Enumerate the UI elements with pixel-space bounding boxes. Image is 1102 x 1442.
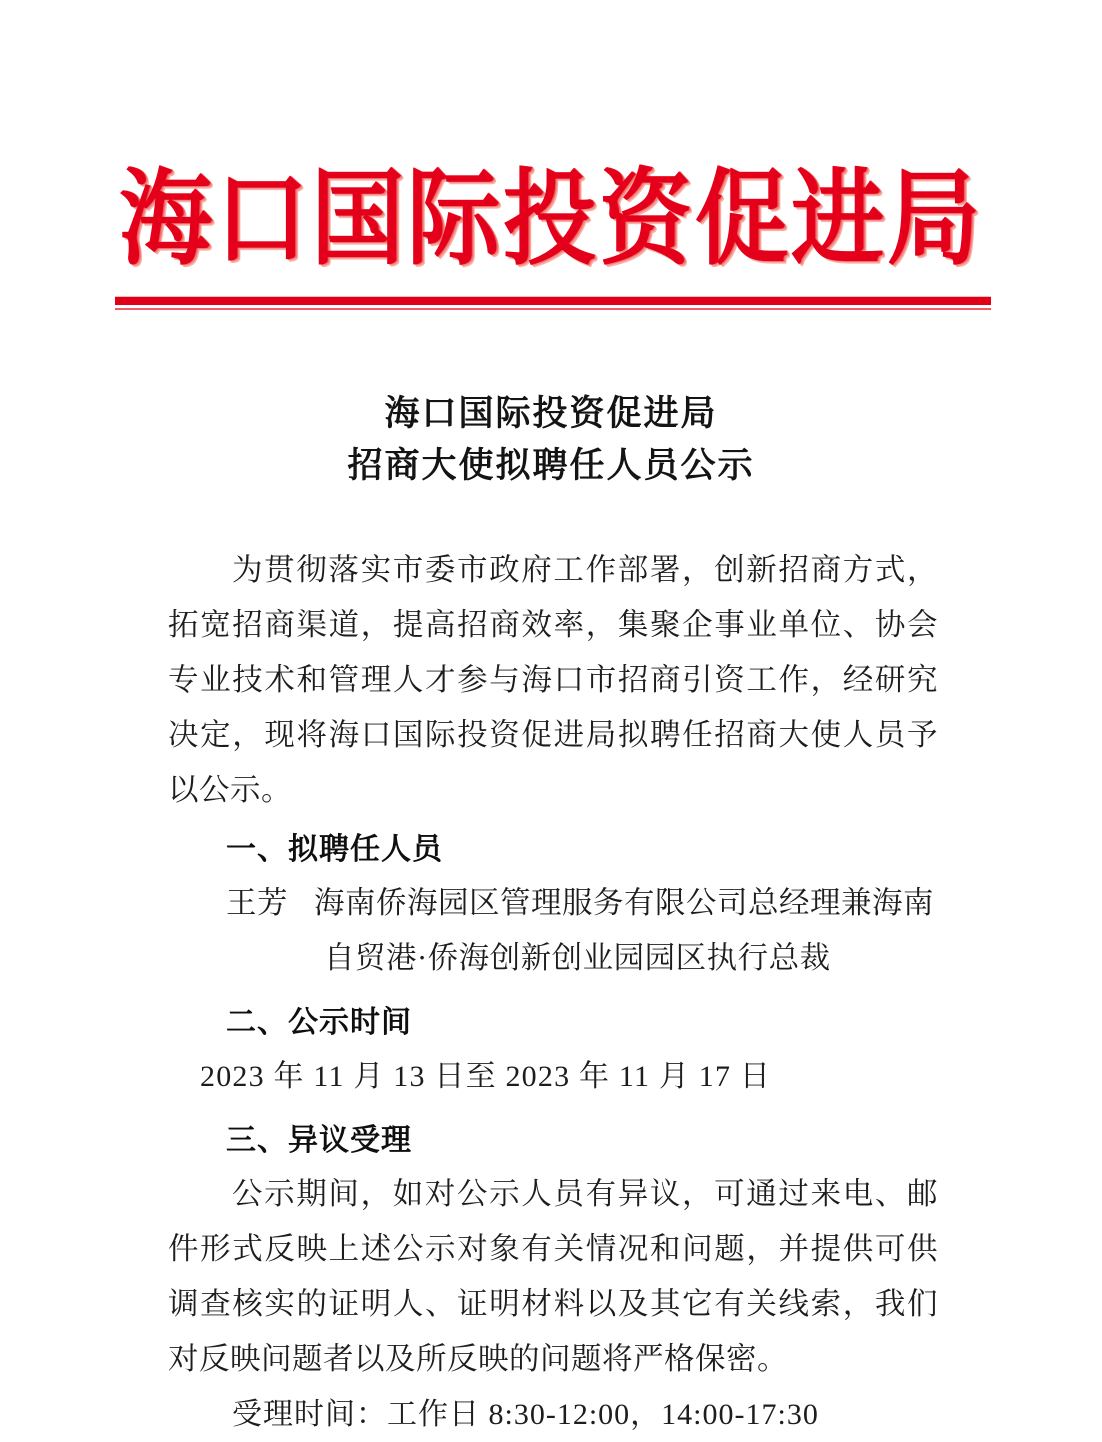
letterhead-divider-rules [115,296,991,310]
document-title-line-2: 招商大使拟聘任人员公示 [347,446,755,485]
office-hours-line: 受理时间：工作日 8:30-12:00，14:00-17:30 [232,1398,819,1431]
document-body [168,543,938,1442]
letterhead-banner [0,162,1102,279]
divider-rule-thick [115,296,991,305]
objection-handling-paragraph: 公示期间，如对公示人员有异议，可通过来电、邮件形式反映上述公示对象有关情况和问题，并提供可供调查核实的证明人、证明材料以及其它有关线索，我们对反映问题者以及所反映的问题将严格保密。 [168,1177,938,1376]
appointee-role-line-1: 海南侨海园区管理服务有限公司总经理兼海南 [314,886,934,920]
section-heading-appointees: 一、拟聘任人员 [226,833,443,866]
body-spacer [168,1104,938,1115]
appointee-role-line-2: 自贸港·侨海创新创业园园区执行总裁 [324,941,831,975]
document-title-line-1: 海口国际投资促进局 [384,394,718,433]
section-heading-publicity-period: 二、公示时间 [226,1006,412,1039]
body-spacer [168,986,938,997]
divider-rule-thin [115,308,991,310]
intro-paragraph: 为贯彻落实市委市政府工作部署，创新招商方式，拓宽招商渠道，提高招商效率，集聚企事业单位、协会专业技术和管理人才参与海口市招商引资工作，经研究决定，现将海口国际投资促进局拟聘任招商大使人员予以公示。 [168,553,938,807]
document-title [0,388,1102,492]
appointee-entry [168,876,938,986]
appointee-name: 王芳 [226,886,288,920]
letterhead-organization-title: 海口国际投资促进局 [119,162,983,279]
section-heading-objection-handling: 三、异议受理 [226,1124,412,1157]
publicity-date-range: 2023 年 11 月 13 日至 2023 年 11 月 17 日 [200,1060,772,1093]
